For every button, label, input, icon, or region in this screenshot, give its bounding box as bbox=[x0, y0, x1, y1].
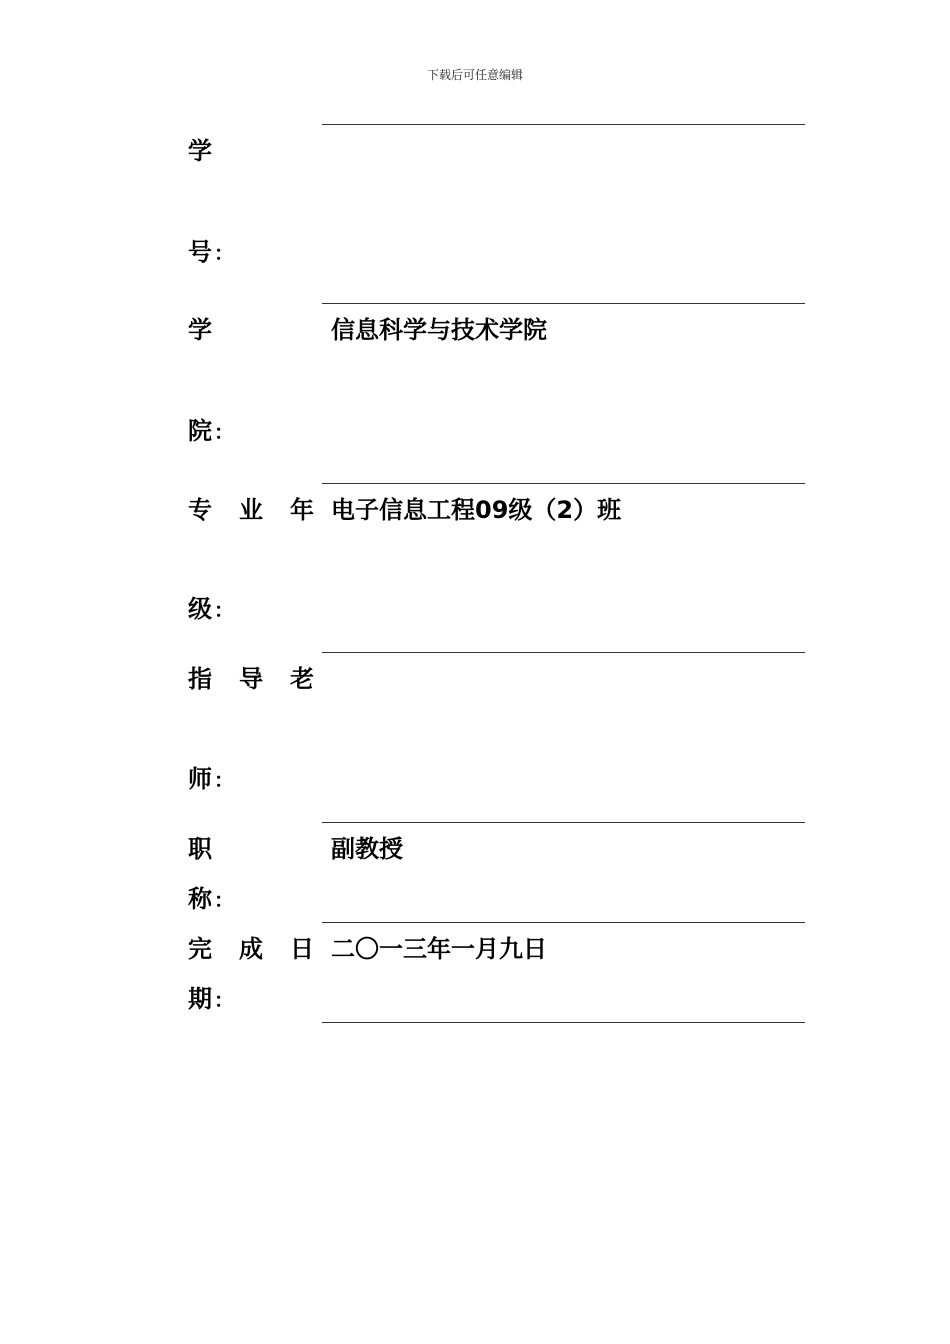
label-char: 师 bbox=[188, 765, 212, 793]
advisor-top-rule bbox=[322, 652, 805, 653]
label-char: 完 bbox=[188, 935, 212, 963]
label-colon: ： bbox=[214, 888, 234, 912]
label-char: 学 bbox=[188, 316, 212, 344]
title-label-bottom bbox=[188, 885, 234, 914]
label-char: 院 bbox=[188, 417, 212, 445]
major-class-value: 电子信息工程09级（2）班 bbox=[331, 496, 622, 524]
label-colon: ： bbox=[214, 420, 234, 444]
completion-date-value: 二〇一三年一月九日 bbox=[331, 935, 547, 963]
student-id-label-bottom bbox=[188, 238, 234, 267]
label-colon: ： bbox=[214, 988, 234, 1012]
major-class-label-bottom bbox=[188, 595, 234, 624]
label-char: 期 bbox=[188, 985, 212, 1013]
student-id-label-top bbox=[188, 137, 212, 165]
advisor-label-bottom bbox=[188, 765, 234, 794]
label-char: 专 bbox=[188, 496, 212, 524]
completion-date-label-bottom bbox=[188, 985, 234, 1014]
label-char: 职 bbox=[188, 835, 212, 863]
student-id-top-rule bbox=[322, 124, 805, 125]
title-label-top bbox=[188, 835, 212, 863]
advisor-label-top bbox=[188, 665, 314, 693]
college-value: 信息科学与技术学院 bbox=[331, 316, 547, 344]
major-class-label-top bbox=[188, 496, 314, 524]
label-char: 导 bbox=[239, 665, 263, 693]
label-char: 成 bbox=[239, 935, 263, 963]
college-top-rule bbox=[322, 303, 805, 304]
college-label-top bbox=[188, 316, 212, 344]
label-colon: ： bbox=[214, 241, 234, 265]
label-char: 级 bbox=[188, 595, 212, 623]
label-char: 号 bbox=[188, 238, 212, 266]
label-char: 日 bbox=[290, 935, 314, 963]
label-colon: ： bbox=[214, 598, 234, 622]
completion-date-bottom-rule bbox=[322, 1022, 805, 1023]
title-top-rule bbox=[322, 822, 805, 823]
label-colon: ： bbox=[214, 768, 234, 792]
label-char: 业 bbox=[239, 496, 263, 524]
college-label-bottom bbox=[188, 417, 234, 446]
completion-date-top-rule bbox=[322, 922, 805, 923]
label-char: 指 bbox=[188, 665, 212, 693]
label-char: 学 bbox=[188, 137, 212, 165]
label-char: 称 bbox=[188, 885, 212, 913]
label-char: 年 bbox=[290, 496, 314, 524]
title-value: 副教授 bbox=[331, 835, 403, 863]
label-char: 老 bbox=[290, 665, 314, 693]
header-note: 下载后可任意编辑 bbox=[426, 68, 523, 82]
completion-date-label-top bbox=[188, 935, 314, 963]
major-class-top-rule bbox=[322, 483, 805, 484]
